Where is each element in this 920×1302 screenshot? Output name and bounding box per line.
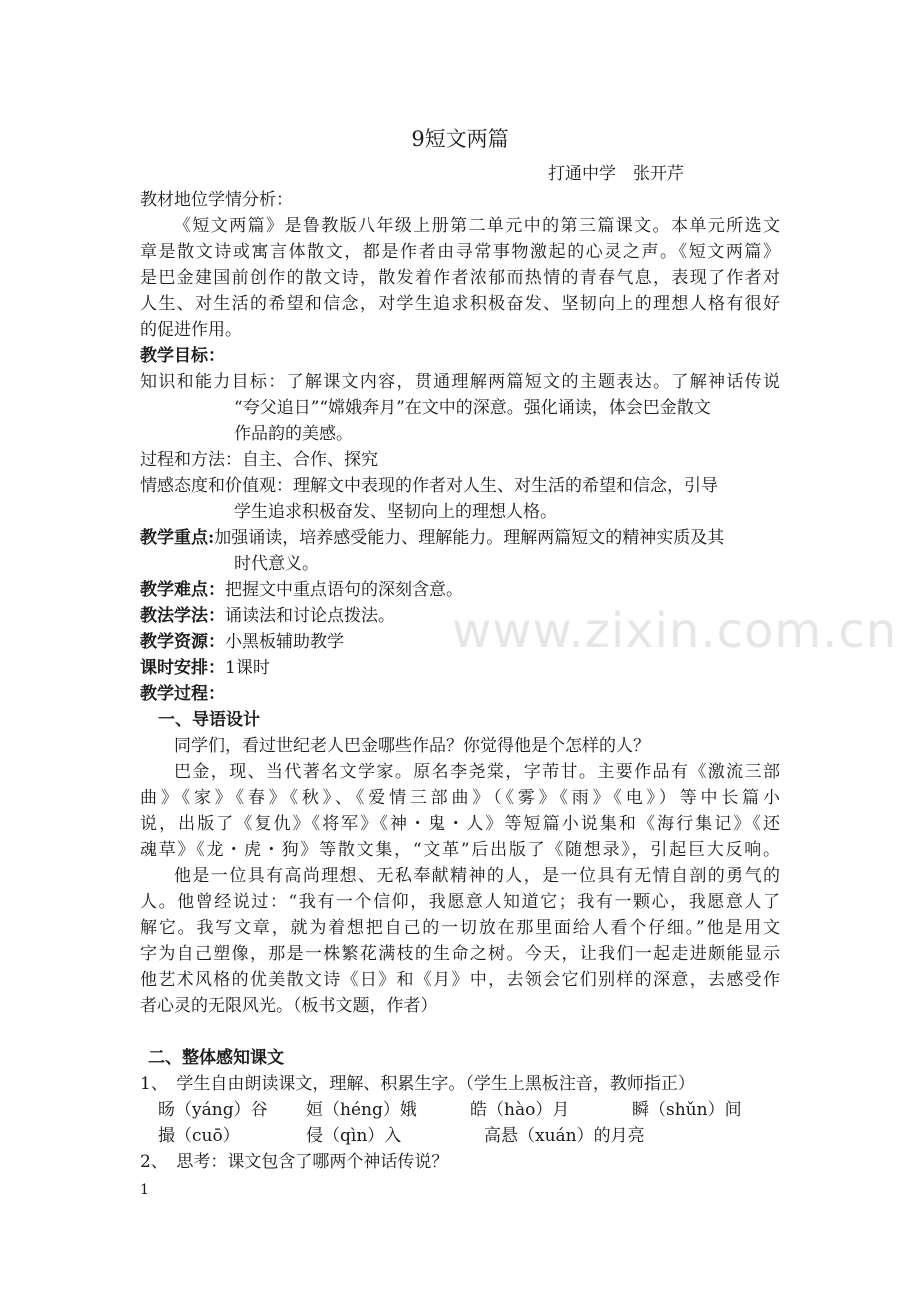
analysis-paragraph-line: 人生、对生活的希望和信念，对学生追求积极奋发、坚韧向上的理想人格有很好 (140, 294, 780, 314)
emotion-goal-line: 学生追求积极奋发、坚韧向上的理想人格。 (234, 502, 557, 522)
section1-line: 解它。我写文章，就为着想把自己的一切放在那里面给人看个仔细。”他是用文 (140, 918, 780, 938)
teaching-focus (140, 525, 724, 551)
analysis-paragraph-line: 的促进作用。 (140, 320, 242, 340)
teaching-difficulty-text: 把握文中重点语句的深刻含意。 (225, 580, 463, 600)
section1-line: 他艺术风格的优美散文诗《日》和《月》中，去领会它们别样的深意，去感受作 (140, 970, 780, 990)
teaching-difficulty-label: 教学难点： (140, 580, 225, 600)
pinyin-entry: 瞬（shǔn）间 (632, 1100, 742, 1120)
section1-line: 巴金，现、当代著名文学家。原名李尧棠，字芾甘。主要作品有《激流三部 (174, 762, 780, 782)
pinyin-entry: 姮（héng）娥 (306, 1100, 417, 1120)
teaching-resource-label: 教学资源： (140, 632, 225, 652)
class-schedule (140, 655, 270, 681)
section1-heading: 一、导语设计 (158, 710, 260, 730)
analysis-heading: 教材地位学情分析： (140, 190, 293, 210)
teaching-focus-text: 加强诵读，培养感受能力、理解能力。理解两篇短文的精神实质及其 (214, 528, 725, 548)
section1-line: 魂草》《龙・虎・狗》等散文集，“文革”后出版了《随想录》，引起巨大反响。 (140, 840, 780, 860)
goals-heading: 教学目标： (140, 346, 225, 366)
teaching-focus-label: 教学重点: (140, 528, 215, 548)
section1-line: 他是一位具有高尚理想、无私奉献精神的人，是一位具有无情自剖的勇气的 (174, 866, 780, 886)
pinyin-entry: 旸（yáng）谷 (158, 1100, 268, 1120)
teaching-method (140, 603, 395, 629)
teaching-resource-text: 小黑板辅助教学 (225, 632, 344, 652)
analysis-paragraph-line: 《短文两篇》是鲁教版八年级上册第二单元中的第三篇课文。本单元所选文 (174, 216, 780, 236)
knowledge-goal-line: “夸父追日”“嫦娥奔月”在文中的深意。强化诵读，体会巴金散文 (234, 398, 711, 418)
section1-line: 同学们，看过世纪老人巴金哪些作品？你觉得他是个怎样的人？ (174, 736, 650, 756)
document-title: 9短文两篇 (411, 127, 509, 151)
teaching-difficulty (140, 577, 463, 603)
class-schedule-label: 课时安排： (140, 658, 225, 678)
section2-heading: 二、整体感知课文 (148, 1048, 284, 1068)
emotion-goal-line: 情感态度和价值观：理解文中表现的作者对人生、对生活的希望和信念，引导 (140, 476, 718, 496)
teaching-resource (140, 629, 344, 655)
pinyin-entry: 侵（qìn）入 (306, 1126, 402, 1146)
pinyin-entry: 皓（hào）月 (470, 1100, 570, 1120)
teaching-method-text: 诵读法和讨论点拨法。 (225, 606, 395, 626)
section1-line: 说，出版了《复仇》《将军》《神・鬼・人》等短篇小说集和《海行集记》《还 (140, 814, 780, 834)
class-schedule-text: 1课时 (225, 658, 270, 678)
analysis-paragraph-line: 是巴金建国前创作的散文诗，散发着作者浓郁而热情的青春气息，表现了作者对 (140, 268, 780, 288)
teaching-focus-text-cont: 时代意义。 (234, 554, 319, 574)
knowledge-goal-line: 作品韵的美感。 (234, 424, 353, 444)
section1-line: 字为自己塑像，那是一株繁花满枝的生命之树。今天，让我们一起走进颇能显示 (140, 944, 780, 964)
author-line: 打通中学 张开芹 (548, 164, 684, 184)
analysis-paragraph-line: 章是散文诗或寓言体散文，都是作者由寻常事物激起的心灵之声。《短文两篇》 (140, 242, 780, 262)
section2-item-1: 1、 学生自由朗读课文，理解、积累生字。（学生上黑板注音，教师指正） (140, 1074, 695, 1094)
knowledge-goal-line: 知识和能力目标：了解课文内容，贯通理解两篇短文的主题表达。了解神话传说 (140, 372, 780, 392)
page-number: 1 (140, 1182, 149, 1198)
pinyin-entry: 撮（cuō） (158, 1126, 240, 1146)
process-heading: 教学过程： (140, 684, 225, 704)
section2-item-2: 2、 思考：课文包含了哪两个神话传说？ (140, 1152, 449, 1172)
watermark: www.zixin.com.cn (452, 603, 898, 659)
section1-line: 者心灵的无限风光。（板书文题，作者） (140, 996, 438, 1016)
process-goal: 过程和方法：自主、合作、探究 (140, 450, 378, 470)
section1-line: 人。他曾经说过：“我有一个信仰，我愿意人知道它；我有一颗心，我愿意人了 (140, 892, 780, 912)
teaching-method-label: 教法学法： (140, 606, 225, 626)
section1-line: 曲》《家》《春》《秋》、《爱情三部曲》（《雾》《雨》《电》）等中长篇小 (140, 788, 780, 808)
pinyin-entry: 高悬（xuán）的月亮 (484, 1126, 645, 1146)
